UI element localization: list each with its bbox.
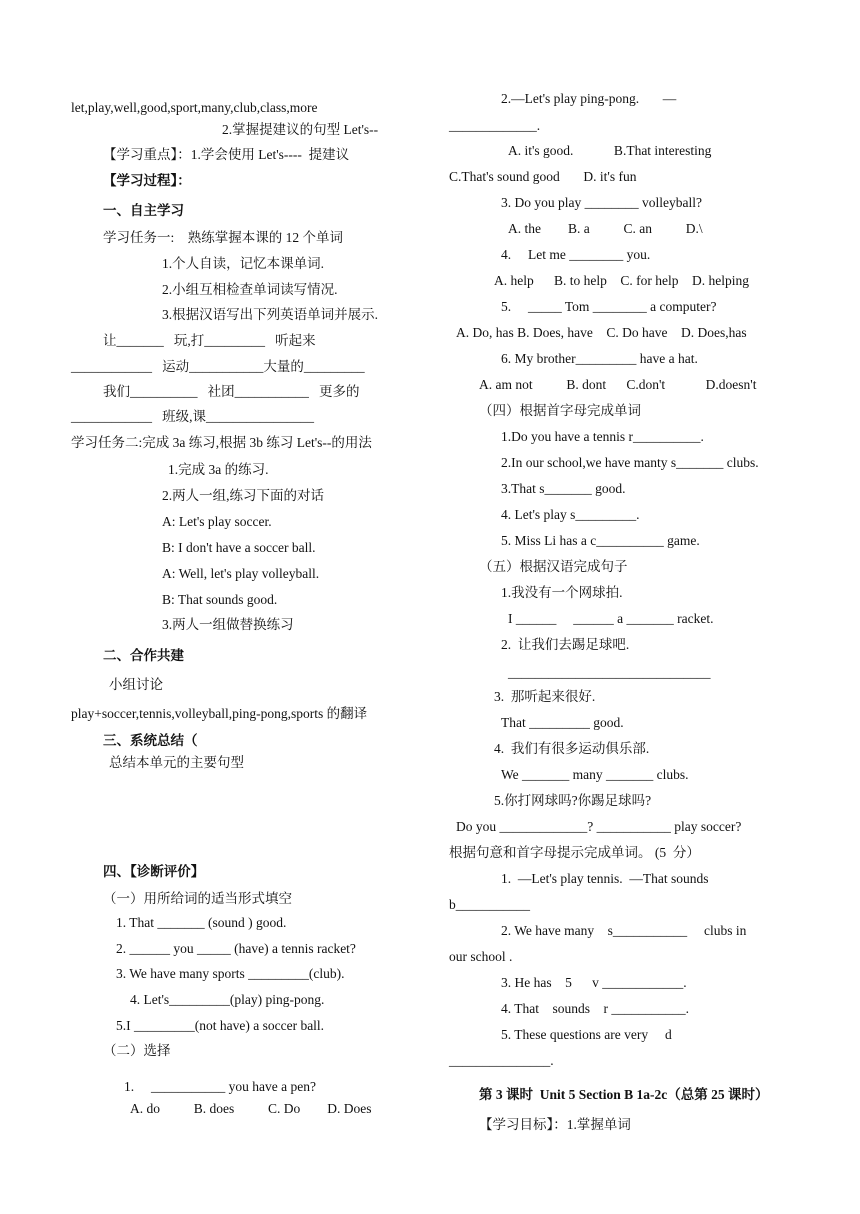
text-line: Do you _____________? ___________ play soccer?: [456, 819, 742, 834]
text-line: 【学习重点】：1.学会使用 Let's---- 提建议: [103, 147, 350, 162]
section-heading: 一、自主学习: [103, 203, 184, 218]
text-line: A. Do, has B. Does, have C. Do have D. Does,has: [456, 325, 747, 340]
text-line: A. help B. to help C. for help D. helping: [494, 273, 749, 288]
text-line: （五）根据汉语完成句子: [479, 559, 628, 574]
text-line: （二）选择: [103, 1043, 171, 1058]
text-line: b___________: [449, 897, 530, 912]
text-line: 根据句意和首字母提示完成单词。 (5 分）: [449, 845, 700, 860]
text-line: our school .: [449, 949, 513, 964]
text-line: 1.完成 3a 的练习.: [168, 462, 269, 477]
text-line: I ______ ______ a _______ racket.: [508, 611, 714, 626]
text-line: 4. Let's_________(play) ping-pong.: [130, 992, 325, 1007]
text-line: B: That sounds good.: [162, 592, 278, 607]
text-line: （一）用所给词的适当形式填空: [103, 891, 292, 906]
text-line: （四）根据首字母完成单词: [479, 403, 641, 418]
text-line: C.That's sound good D. it's fun: [449, 169, 637, 184]
text-line: 6. My brother_________ have a hat.: [501, 351, 698, 366]
text-line: 学习任务一: 熟练掌握本课的 12 个单词: [103, 230, 344, 245]
text-line: 4. Let me ________ you.: [501, 247, 651, 262]
text-line: 1.我没有一个网球拍.: [501, 585, 623, 600]
text-line: 3.根据汉语写出下列英语单词并展示.: [162, 307, 378, 322]
text-line: 让_______ 玩,打_________ 听起来: [103, 333, 316, 348]
text-line: 1. That _______ (sound ) good.: [116, 915, 287, 930]
text-line: 2.两人一组,练习下面的对话: [162, 488, 324, 503]
text-line: 2.—Let's play ping-pong. —: [501, 91, 677, 106]
section-heading: 三、系统总结（: [103, 733, 198, 748]
text-line: 学习任务二:完成 3a 练习,根据 3b 练习 Let's--的用法: [71, 435, 372, 450]
text-line: play+soccer,tennis,volleyball,ping-pong,sports 的翻译: [71, 706, 368, 721]
text-line: B: I don't have a soccer ball.: [162, 540, 316, 555]
text-line: We _______ many _______ clubs.: [501, 767, 689, 782]
text-line: A. am not B. dont C.don't D.doesn't: [479, 377, 757, 392]
text-line: 1.Do you have a tennis r__________.: [501, 429, 704, 444]
text-line: _______________.: [449, 1053, 554, 1068]
text-line: 3.That s_______ good.: [501, 481, 626, 496]
text-line: ____________ 运动___________大量的_________: [71, 359, 365, 374]
text-line: 5.I _________(not have) a soccer ball.: [116, 1018, 325, 1033]
text-line: 2.掌握提建议的句型 Let's--: [222, 122, 379, 137]
text-line: A: Let's play soccer.: [162, 514, 272, 529]
text-line: A. the B. a C. an D.\: [508, 221, 703, 236]
text-line: A. it's good. B.That interesting: [508, 143, 712, 158]
text-line: let,play,well,good,sport,many,club,class,more: [71, 100, 318, 115]
text-line: That _________ good.: [501, 715, 624, 730]
text-line: 3. He has 5 v ____________.: [501, 975, 687, 990]
text-line: 3. Do you play ________ volleyball?: [501, 195, 702, 210]
text-line: 2. 让我们去踢足球吧.: [501, 637, 630, 652]
text-line: 1. ___________ you have a pen?: [124, 1079, 316, 1094]
text-line: 5. _____ Tom ________ a computer?: [501, 299, 717, 314]
text-line: 4. 我们有很多运动俱乐部.: [494, 741, 650, 756]
text-line: 3. We have many sports _________(club).: [116, 966, 345, 981]
text-line: 2.小组互相检查单词读写情况.: [162, 282, 338, 297]
text-line: 1. —Let's play tennis. —That sounds: [501, 871, 709, 886]
text-line: A. do B. does C. Do D. Does: [130, 1101, 372, 1116]
text-line: 2. We have many s___________ clubs in: [501, 923, 747, 938]
section-heading: 四、【诊断评价】: [103, 864, 205, 879]
text-line: 1.个人自读，记忆本课单词.: [162, 256, 324, 271]
section-heading: 二、合作共建: [103, 648, 184, 663]
text-line: 2.In our school,we have manty s_______ clubs.: [501, 455, 759, 470]
text-line: 总结本单元的主要句型: [109, 755, 244, 770]
text-line: 5. Miss Li has a c__________ game.: [501, 533, 700, 548]
text-line: 【学习目标】：1.掌握单词: [479, 1117, 631, 1132]
text-line: 2. ______ you _____ (have) a tennis racket?: [116, 941, 356, 956]
text-line: ____________ 班级,课________________: [71, 409, 314, 424]
text-line: 4. That sounds r ___________.: [501, 1001, 689, 1016]
text-line: _____________.: [449, 118, 541, 133]
section-heading: 【学习过程】：: [103, 173, 191, 188]
text-line: ______________________________: [508, 665, 711, 680]
text-line: 5.你打网球吗?你踢足球吗?: [494, 793, 652, 808]
lesson-title: 第 3 课时 Unit 5 Section B 1a-2c（总第 25 课时）: [479, 1087, 769, 1102]
text-line: 5. These questions are very d: [501, 1027, 672, 1042]
text-line: 我们__________ 社团___________ 更多的: [103, 384, 360, 399]
text-line: 3. 那听起来很好.: [494, 689, 596, 704]
text-line: 小组讨论: [109, 677, 163, 692]
text-line: 4. Let's play s_________.: [501, 507, 640, 522]
text-line: A: Well, let's play volleyball.: [162, 566, 320, 581]
text-line: 3.两人一组做替换练习: [162, 617, 294, 632]
